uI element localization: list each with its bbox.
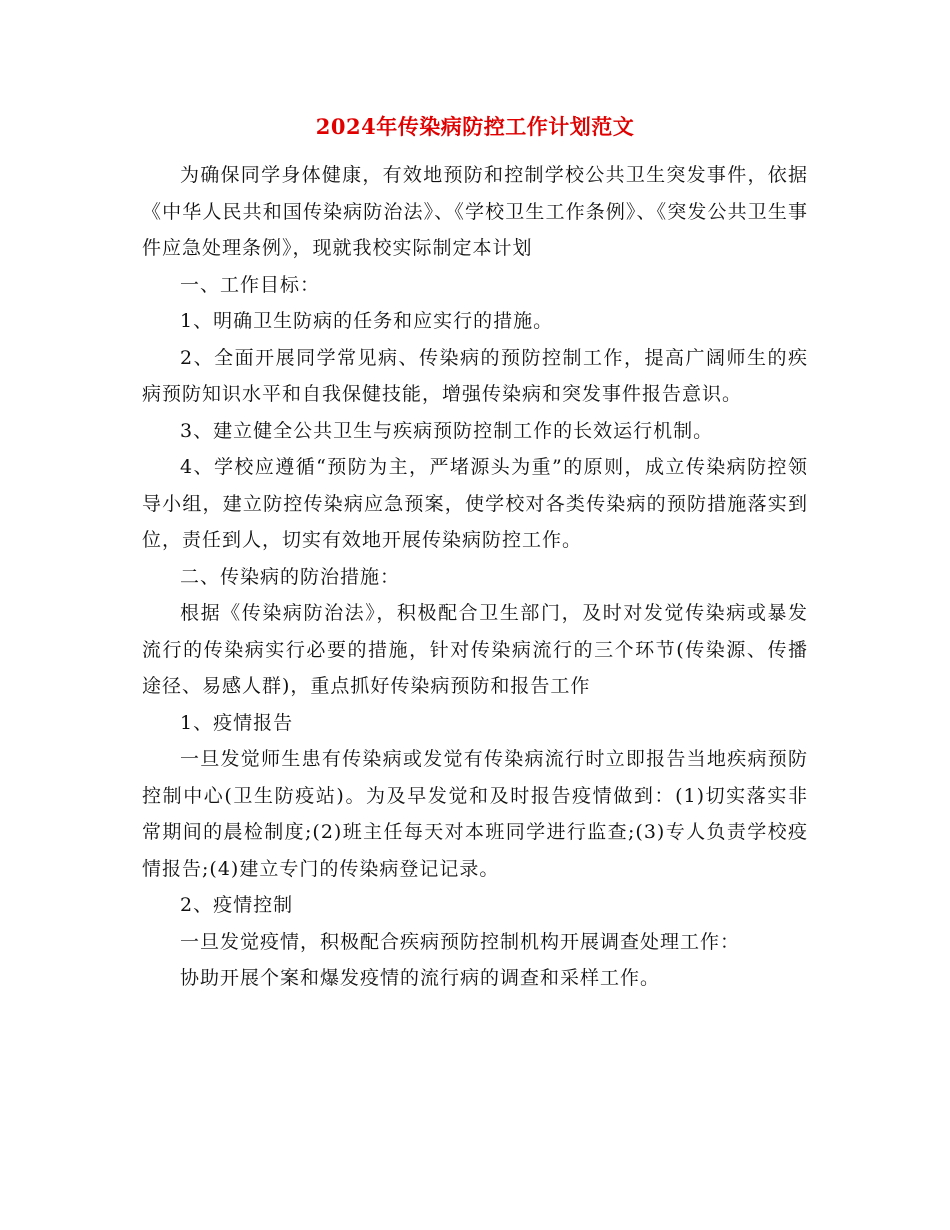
paragraph-investigation: 协助开展个案和爆发疫情的流行病的调查和采样工作。 xyxy=(180,967,661,989)
paragraph-goal-4: 4、学校应遵循“预防为主，严堵源头为重”的原则，成立传染病防控领导小组，建立防控传染病应急预案，使学校对各类传染病的预防措施落实到位，责任到人，切实有效地开展传染病防控工作。 xyxy=(142,456,808,551)
document-title: 2024年传染病防控工作计划范文 xyxy=(315,114,635,139)
paragraph-goal-3: 3、建立健全公共卫生与疾病预防控制工作的长效运行机制。 xyxy=(180,419,714,442)
subheading-epidemic-report: 1、疫情报告 xyxy=(180,711,294,734)
paragraph-epidemic-report: 一旦发觉师生患有传染病或发觉有传染病流行时立即报告当地疾病预防控制中心(卫生防疫站)。为及早发觉和及时报告疫情做到：(1)切实落实非常期间的晨检制度;(2)班主任每天对本班同学进行监查;(3)专人负责学校疫情报告;(4)建立专门的传染病登记记录。 xyxy=(142,748,808,880)
paragraph-intro: 为确保同学身体健康，有效地预防和控制学校公共卫生突发事件，依据《中华人民共和国传染病防治法》、《学校卫生工作条例》、《突发公共卫生事件应急处理条例》，现就我校实际制定本计划 xyxy=(142,164,808,259)
paragraph-goal-2: 2、全面开展同学常见病、传染病的预防控制工作，提高广阔师生的疾病预防知识水平和自我保健技能，增强传染病和突发事件报告意识。 xyxy=(142,346,808,405)
paragraph-measures-intro: 根据《传染病防治法》，积极配合卫生部门，及时对发觉传染病或暴发流行的传染病实行必要的措施，针对传染病流行的三个环节(传染源、传播途径、易感人群)，重点抓好传染病预防和报告工作 xyxy=(142,602,808,697)
section-heading-goals: 一、工作目标： xyxy=(180,273,321,296)
paragraph-epidemic-control: 一旦发觉疫情，积极配合疾病预防控制机构开展调查处理工作： xyxy=(180,930,741,953)
document-body xyxy=(142,157,808,997)
section-heading-measures: 二、传染病的防治措施： xyxy=(180,565,401,588)
paragraph-goal-1: 1、明确卫生防病的任务和应实行的措施。 xyxy=(180,310,554,332)
subheading-epidemic-control: 2、疫情控制 xyxy=(180,894,294,916)
